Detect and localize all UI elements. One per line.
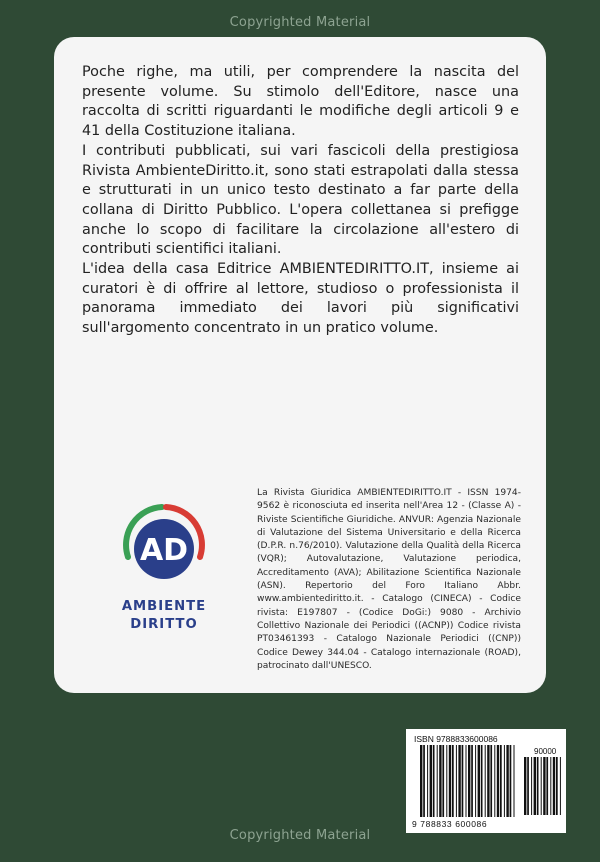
barcode-bar	[500, 745, 502, 817]
barcode-bar	[497, 745, 499, 817]
barcode-bar	[485, 745, 486, 817]
barcode-bar	[514, 745, 515, 817]
intro-paragraph-3: L'idea della casa Editrice AMBIENTEDIRITTO.IT, insieme ai curatori è di offrire al lettore, studioso o professionista il panorama immediato dei lavori più significativi sull'argomento concentrato in un pratico volume.	[82, 261, 519, 337]
barcode-bar	[452, 745, 454, 817]
barcode-graphic	[406, 729, 566, 833]
barcode-bar	[468, 745, 470, 817]
barcode-bar	[506, 745, 508, 817]
barcode-bar	[487, 745, 489, 817]
barcode-bar	[546, 757, 548, 815]
intro-paragraph-1: Poche righe, ma utili, per comprendere la nascita del presente volume. Su stimolo dell'Editore, nasce una raccolta di scritti riguardanti le modifiche degli articoli 9 e 41 della Costituzione italiana.	[82, 64, 519, 140]
barcode-bar	[456, 745, 457, 817]
watermark-top: Copyrighted Material	[229, 15, 371, 30]
barcode-bar	[534, 757, 536, 815]
barcode-bar	[537, 757, 539, 815]
barcode-bar	[524, 757, 526, 815]
barcode-bar	[510, 745, 512, 817]
barcode-bar	[504, 745, 505, 817]
barcode-bar	[439, 745, 441, 817]
logo-line-1: AMBIENTE	[121, 599, 207, 614]
isbn-label: ISBN 9788833600086	[414, 734, 498, 744]
back-cover-panel	[54, 37, 546, 693]
ambiente-diritto-logo	[114, 495, 214, 595]
barcode-bar	[550, 757, 551, 815]
barcode-bar	[553, 757, 555, 815]
barcode-bar	[466, 745, 467, 817]
logo-wordmark	[98, 598, 230, 634]
barcode-bar	[556, 757, 558, 815]
barcode-bar	[433, 745, 435, 817]
barcode-bar	[560, 757, 561, 815]
barcode-bar	[494, 745, 495, 817]
watermark-bottom: Copyrighted Material	[229, 828, 371, 843]
barcode-bar	[446, 745, 447, 817]
barcode-bar	[527, 757, 529, 815]
logo-line-2: DIRITTO	[130, 617, 198, 632]
barcode-bar	[449, 745, 451, 817]
barcode-box	[406, 729, 566, 833]
barcode-bar	[442, 745, 444, 817]
legal-text: La Rivista Giuridica AMBIENTEDIRITTO.IT - ISSN 1974-9562 è riconosciuta ed inserita nell'Area 12 - (Classe A) - Riviste Scientifiche Giuridiche. ANVUR: Agenzia Nazionale di Valutazione del Sistema Universitario e della Ricerca (D.P.R. n.76/2010). Valutazione della Qualità della Ricerca (VQR); Autovalutazione, Valutazione periodica, Accreditamento (AVA); Abilitazione Scientifica Nazionale (ASN). Repertorio del Foro Italiano Abbr. www.ambientediritto.it. - Catalogo (CINECA) - Codice rivista: E197807 - (Codice DoGi:) 9080 - Archivio Collettivo Nazionale dei Periodici ((ACNP)) Codice rivista PT03461393 - Catalogo Nazionale Periodici ((CNP)) Codice Dewey 344.04 - Catalogo internazionale (ROAD), patrocinato dall'UNESCO.	[257, 488, 521, 671]
barcode-bar	[531, 757, 532, 815]
barcode-bar	[543, 757, 545, 815]
barcode-bar	[458, 745, 460, 817]
barcode-digits: 9 788833 600086	[412, 819, 488, 829]
barcode-bar	[437, 745, 438, 817]
logo-monogram: AD	[139, 533, 189, 568]
intro-text	[82, 63, 519, 339]
barcode-bar	[420, 745, 422, 817]
addon-price: 90000	[534, 747, 557, 756]
barcode-bar	[490, 745, 492, 817]
barcode-bar	[423, 745, 425, 817]
barcode-bar	[541, 757, 542, 815]
barcode-bar	[475, 745, 476, 817]
barcode-bar	[430, 745, 432, 817]
barcode-bar	[478, 745, 480, 817]
barcode-bar	[462, 745, 464, 817]
barcode-bar	[427, 745, 428, 817]
barcode-bar	[481, 745, 483, 817]
barcode-bar	[471, 745, 473, 817]
intro-paragraph-2: I contributi pubblicati, sui vari fascicoli della prestigiosa Rivista AmbienteDiritto.it, sono stati estrapolati dalla stessa e strutturati in un unico testo destinato a far parte della collana di Diritto Pubblico. L'opera collettanea si prefigge anche lo scopo di facilitare la circolazione all'estero di contributi scientifici italiani.	[82, 142, 519, 258]
